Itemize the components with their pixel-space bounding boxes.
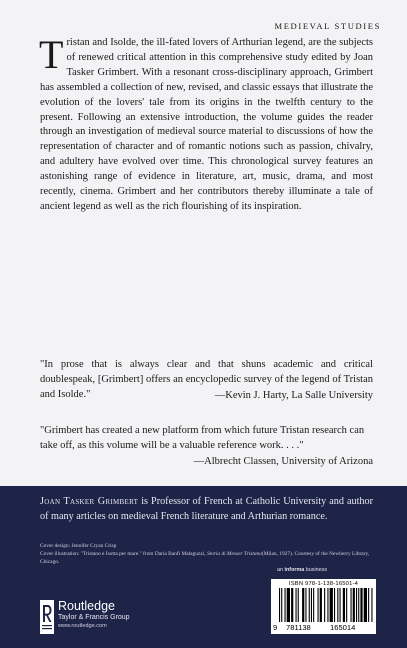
barcode-digits-right: 165014 bbox=[330, 623, 356, 632]
isbn-text: ISBN 978-1-138-16501-4 bbox=[288, 581, 359, 587]
illustration-credit-title: Storia di Messer Tristano bbox=[206, 550, 262, 557]
barcode-digit-prefix: 9 bbox=[273, 623, 278, 632]
informa-suffix: business bbox=[304, 567, 328, 573]
barcode-bar bbox=[281, 588, 282, 622]
barcode-bar bbox=[327, 588, 328, 622]
barcode-bar bbox=[305, 588, 306, 622]
illustration-credit-prefix: Cover illustration: "Tristano e Isotta per mare." from Daria Banfi Malaguzzi, bbox=[40, 550, 207, 557]
barcode-bar bbox=[320, 588, 322, 622]
barcode-bar bbox=[353, 588, 355, 622]
barcode-bar bbox=[356, 588, 357, 622]
informa-business-tag bbox=[277, 567, 327, 573]
review-quote-1: "In prose that is always clear and that shuns academic and critical doublespeak, [Grimbert] offers an encyclopedic survey of the legend of Tristan and Isolde." bbox=[40, 359, 373, 400]
barcode-bar bbox=[360, 588, 362, 622]
illustration-credit-suffix: (Milan, 1927). Courtesy of the Newberry Library, Chicago. bbox=[40, 550, 370, 565]
barcode-bar bbox=[330, 588, 333, 622]
barcode-bar bbox=[368, 588, 369, 622]
author-name: Joan Tasker Grimbert bbox=[40, 496, 139, 507]
barcode-bar bbox=[309, 588, 310, 622]
barcode-bar bbox=[313, 588, 314, 622]
barcode-bar bbox=[279, 588, 280, 622]
informa-prefix: an bbox=[277, 567, 285, 573]
barcode bbox=[271, 579, 376, 634]
barcode-bar bbox=[298, 588, 299, 622]
routledge-logo bbox=[40, 599, 150, 635]
barcode-bars bbox=[279, 588, 373, 622]
routledge-r-mark-icon bbox=[40, 600, 54, 634]
review-attribution-1: —Kevin J. Harty, La Salle University bbox=[214, 390, 373, 401]
barcode-bar bbox=[291, 588, 293, 622]
barcode-bar bbox=[318, 588, 319, 622]
barcode-bar bbox=[364, 588, 367, 622]
barcode-bar bbox=[311, 588, 312, 622]
review-attribution-2: —Albrecht Classen, University of Arizona bbox=[193, 456, 373, 467]
author-bio bbox=[40, 495, 373, 524]
series-label: MEDIEVAL STUDIES bbox=[274, 21, 381, 31]
barcode-bar bbox=[296, 588, 297, 622]
cover-illustration-credit bbox=[40, 551, 373, 567]
barcode-bar bbox=[334, 588, 335, 622]
description-text: ristan and Isolde, the ill-fated lovers of Arthurian legend, are the subjects of renewed critical attention in this comprehensive study edited by Joan Tasker Grimbert. With a resonant cross-disciplinary approach, Grimbert has assembled a collection of new, revised, and classic essays that illustrate the evolution of the lovers' tale from its origins in the twelfth century to the present. Following an extensive introduction, the volume guides the reader through an investigation of medieval source material to discussions of how the representation of character and of romantic notions such as passion, chivalry, and adultery have evolved over time. This chronological survey features an astonishing range of evidence in literature, art, music, drama, and most recently, cinema. Grimbert and her contributors thereby illuminate a tale of ancient legend as well as the rich flourishing of its inspiration. bbox=[40, 37, 373, 212]
barcode-bar bbox=[337, 588, 338, 622]
barcode-bar bbox=[351, 588, 352, 622]
cover-credits bbox=[40, 543, 373, 566]
author-bio-text: is Professor of French at Catholic University and author of many articles on medieval French literature and Arthurian romance. bbox=[40, 496, 373, 522]
review-quote-2: "Grimbert has created a new platform from which future Tristan research can take off, as this volume will be a valuable reference work. . . ." bbox=[40, 425, 365, 451]
publisher-name: Routledge bbox=[58, 599, 115, 613]
cover-design-credit: Cover design: Jennifer Cryan Crisp bbox=[40, 543, 117, 549]
drop-cap: T bbox=[39, 32, 64, 77]
publisher-group: Taylor & Francis Group bbox=[58, 614, 130, 621]
lower-panel bbox=[0, 486, 407, 648]
barcode-bar bbox=[358, 588, 359, 622]
publisher-url[interactable]: www.routledge.com bbox=[58, 623, 107, 629]
barcode-bar bbox=[340, 588, 341, 622]
barcode-bar bbox=[287, 588, 290, 622]
barcode-bar bbox=[343, 588, 345, 622]
barcode-bar bbox=[324, 588, 325, 622]
barcode-bar bbox=[371, 588, 372, 622]
barcode-bar bbox=[346, 588, 347, 622]
barcode-digits-left: 781138 bbox=[286, 623, 311, 632]
book-description bbox=[39, 32, 373, 215]
informa-brand: informa bbox=[284, 567, 305, 573]
barcode-bar bbox=[302, 588, 304, 622]
barcode-bar bbox=[285, 588, 286, 622]
